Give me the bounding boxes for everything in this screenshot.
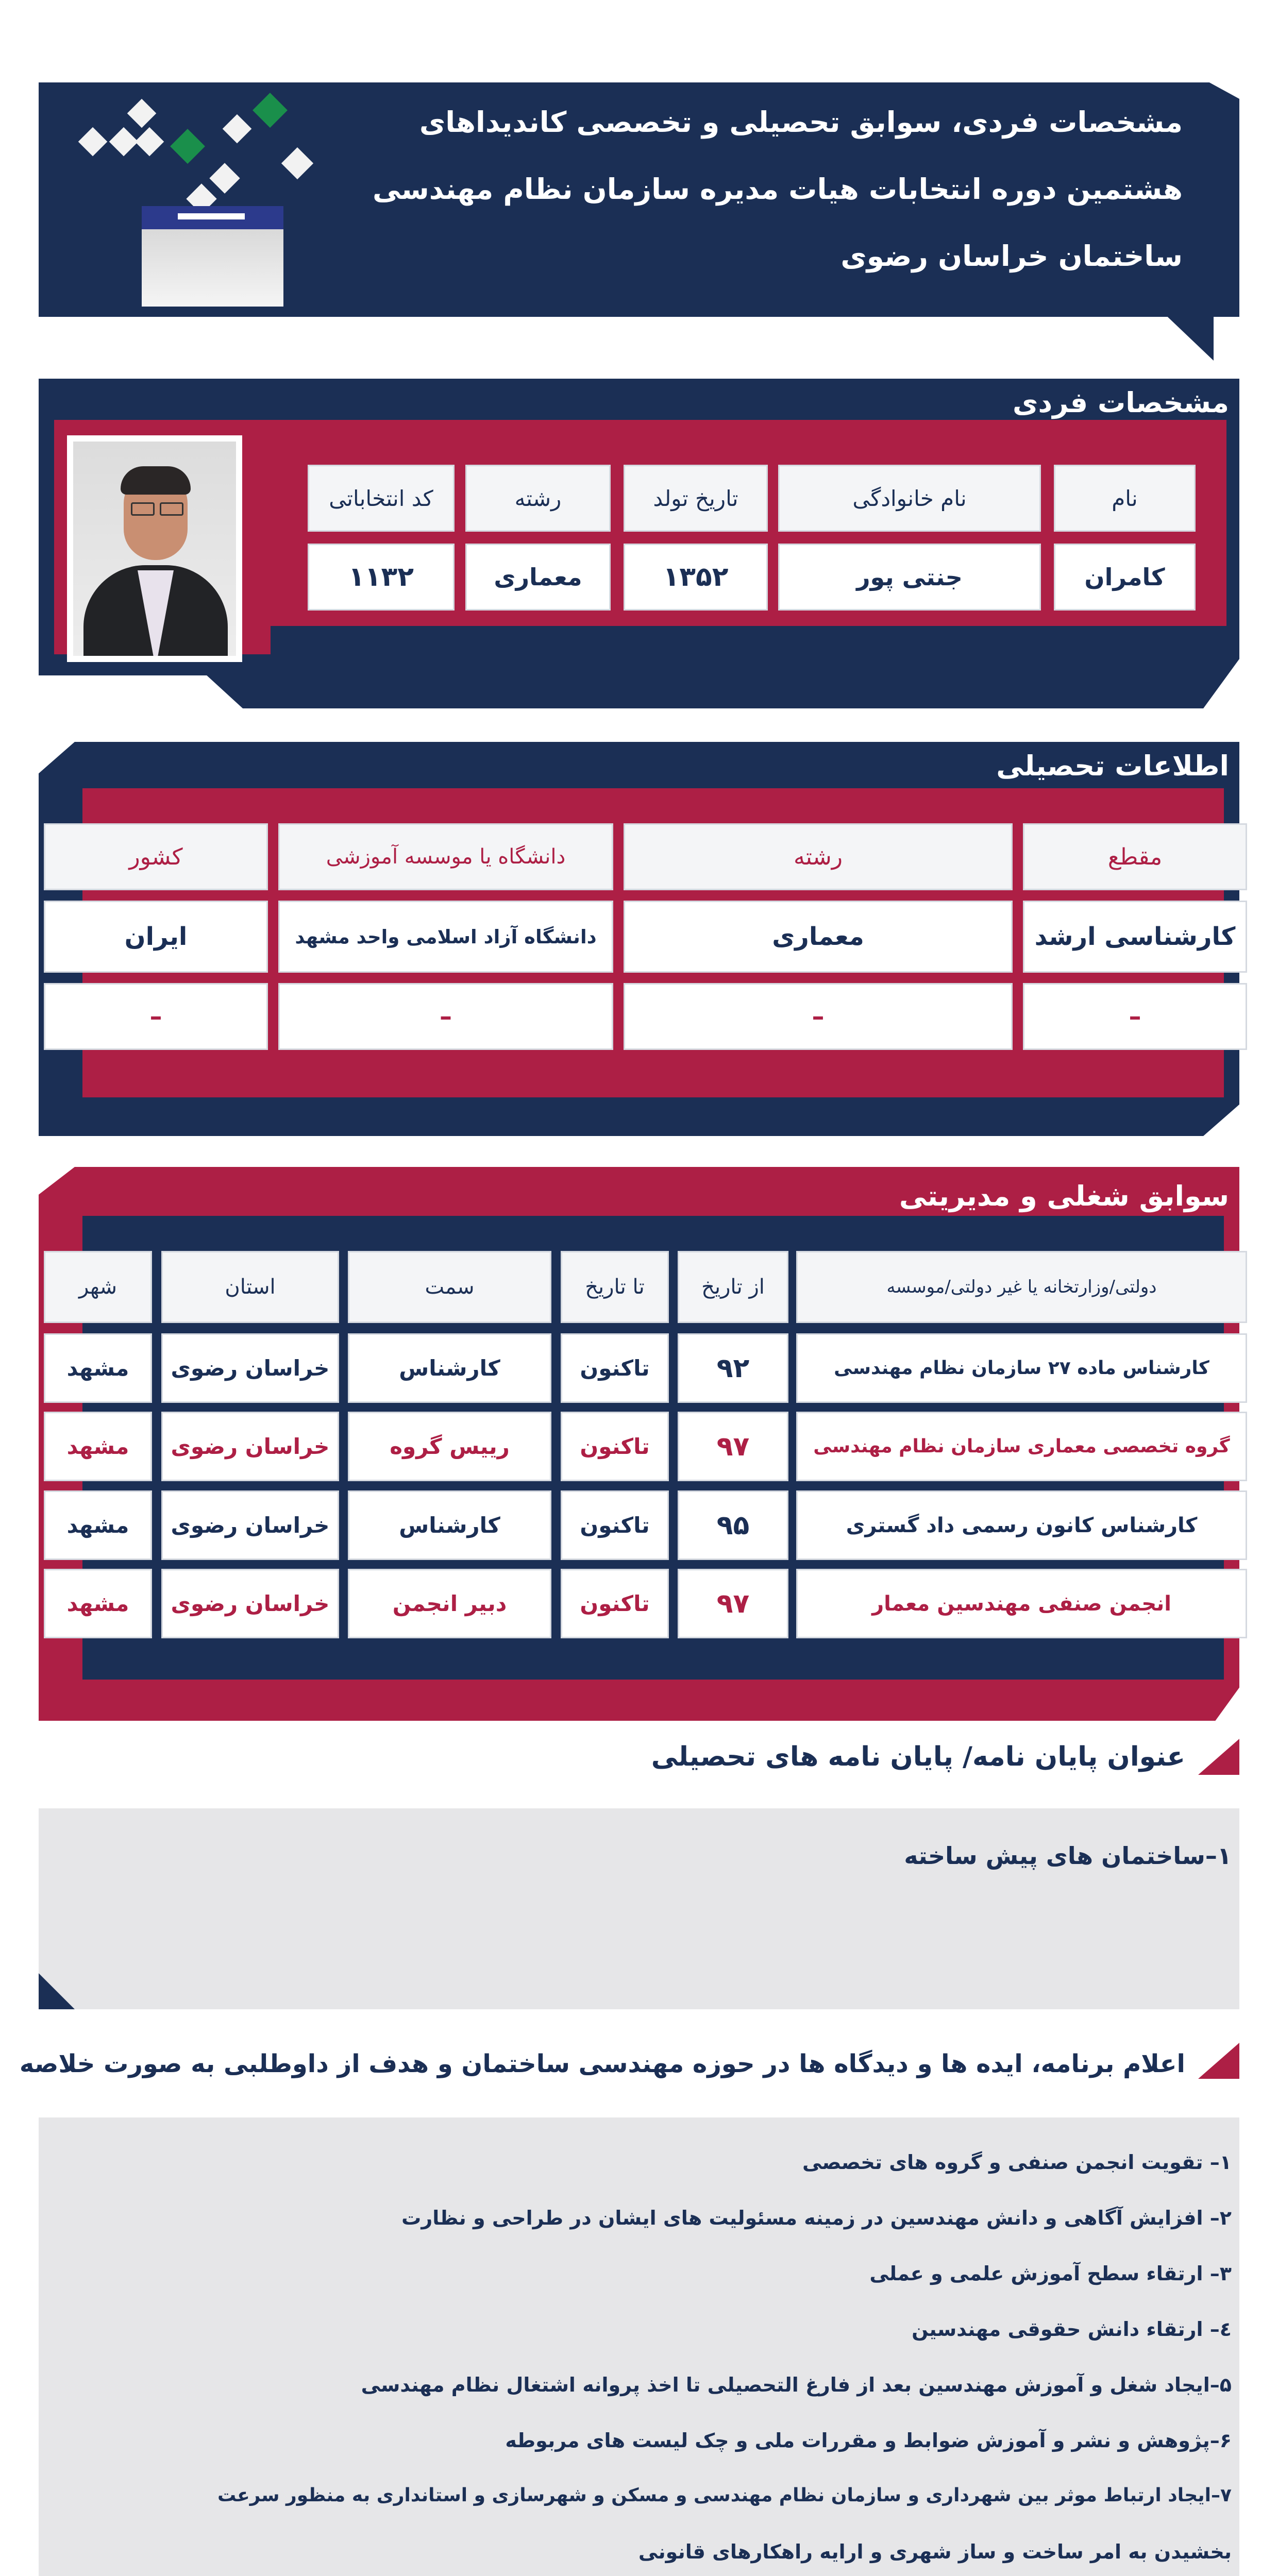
avatar [73,442,236,656]
personal-birth-date: ۱۳۵۲ [624,544,768,611]
personal-header-first-name: نام [1054,465,1196,532]
plan-item-6: ۶–پژوهش و نشر و آموزش ضوابط و مقررات ملی و چک لیست های مربوطه [505,2429,1232,2452]
personal-section-title: مشخصات فردی [1012,386,1229,419]
career-row-4-province: خراسان رضوی [161,1569,339,1638]
career-row-2-position: رییس گروه [348,1412,551,1481]
header-title-line-1: مشخصات فردی، سوابق تحصیلی و تخصصی کاندیداهای [419,106,1183,139]
career-header-from: از تاریخ [678,1251,788,1323]
plan-item-7: ۷–ایجاد ارتباط موثر بین شهرداری و سازمان نظام مهندسی و مسکن و شهرسازی و استانداری به منظور سرعت [217,2485,1232,2506]
personal-first-name: کامران [1054,544,1196,611]
education-section-title: اطلاعات تحصیلی [996,750,1229,782]
education-country: ایران [44,901,268,973]
plan-item-1: ۱– تقویت انجمن صنفی و گروه های تخصصی [802,2151,1232,2174]
career-row-2-organization: گروه تخصصی معماری سازمان نظام مهندسی [796,1412,1247,1481]
career-row-1-organization: کارشناس ماده ۲۷ سازمان نظام مهندسی [796,1333,1247,1403]
career-row-4-city: مشهد [44,1569,152,1638]
education-empty-university: – [278,983,613,1050]
career-row-1-from: ۹۲ [678,1333,788,1403]
thesis-section-title: عنوان پایان نامه/ پایان نامه های تحصیلی [651,1741,1185,1772]
career-row-3-from: ۹۵ [678,1490,788,1560]
career-row-1-to: تاکنون [561,1333,669,1403]
personal-header-birth-date: تاریخ تولد [624,465,768,532]
personal-election-code: ۱۱۳۲ [308,544,455,611]
plan-item-7-continued: بخشیدن به امر ساخت و ساز شهری و ارایه راهکارهای قانونی [638,2540,1232,2563]
education-field: معماری [624,901,1013,973]
education-header-country: کشور [44,823,268,890]
career-row-3-to: تاکنون [561,1490,669,1560]
career-row-4-position: دبیر انجمن [348,1569,551,1638]
personal-field: معماری [465,544,611,611]
career-row-2-city: مشهد [44,1412,152,1481]
education-empty-degree: – [1023,983,1247,1050]
header-title-line-3: ساختمان خراسان رضوی [840,240,1183,273]
candidate-photo [67,435,242,662]
career-header-city: شهر [44,1251,152,1323]
plan-item-3: ۳– ارتقاء سطح آموزش علمی و عملی [869,2262,1232,2285]
personal-header-field: رشته [465,465,611,532]
plans-section-title: اعلام برنامه، ایده ها و دیدگاه ها در حوزه مهندسی ساختمان و هدف از داوطلبی به صورت خلاصه [19,2049,1185,2078]
career-header-organization: دولتی/وزارتخانه یا غیر دولتی/موسسه [796,1251,1247,1323]
career-row-3-position: کارشناس [348,1490,551,1560]
personal-header-last-name: نام خانوادگی [778,465,1041,532]
career-section-title: سوابق شغلی و مدیریتی [899,1180,1229,1212]
triangle-marker-icon [1198,2043,1239,2079]
personal-header-election-code: کد انتخاباتی [308,465,455,532]
plan-item-2: ۲– افزایش آگاهی و دانش مهندسین در زمینه مسئولیت های ایشان در طراحی و نظارت [401,2207,1232,2229]
education-empty-field: – [624,983,1013,1050]
thesis-item-1: ۱–ساختمان های پیش ساخته [904,1842,1232,1870]
career-row-4-organization: انجمن صنفی مهندسین معمار [796,1569,1247,1638]
header-title-line-2: هشتمین دوره انتخابات هیات مدیره سازمان نظام مهندسی [373,173,1183,206]
career-row-1-province: خراسان رضوی [161,1333,339,1403]
career-row-3-city: مشهد [44,1490,152,1560]
personal-last-name: جنتی پور [778,544,1041,611]
career-header-to: تا تاریخ [561,1251,669,1323]
education-header-field: رشته [624,823,1013,890]
career-row-2-to: تاکنون [561,1412,669,1481]
career-row-1-position: کارشناس [348,1333,551,1403]
plan-item-4: ٤– ارتقاء دانش حقوقی مهندسین [912,2318,1232,2341]
career-row-4-to: تاکنون [561,1569,669,1638]
education-university: دانشگاه آزاد اسلامی واحد مشهد [278,901,613,973]
career-row-1-city: مشهد [44,1333,152,1403]
education-header-degree: مقطع [1023,823,1247,890]
education-empty-country: – [44,983,268,1050]
plan-item-5: ۵–ایجاد شغل و آموزش مهندسین بعد از فارغ التحصیلی تا اخذ پروانه اشتغال نظام مهندسی [361,2374,1232,2396]
career-row-3-organization: کارشناس کانون رسمی داد گستری [796,1490,1247,1560]
career-header-position: سمت [348,1251,551,1323]
triangle-marker-icon [1198,1739,1239,1775]
career-row-2-from: ۹۷ [678,1412,788,1481]
education-header-university: دانشگاه یا موسسه آموزشی [278,823,613,890]
career-header-province: استان [161,1251,339,1323]
career-row-3-province: خراسان رضوی [161,1490,339,1560]
education-degree: کارشناسی ارشد [1023,901,1247,973]
career-row-2-province: خراسان رضوی [161,1412,339,1481]
career-row-4-from: ۹۷ [678,1569,788,1638]
